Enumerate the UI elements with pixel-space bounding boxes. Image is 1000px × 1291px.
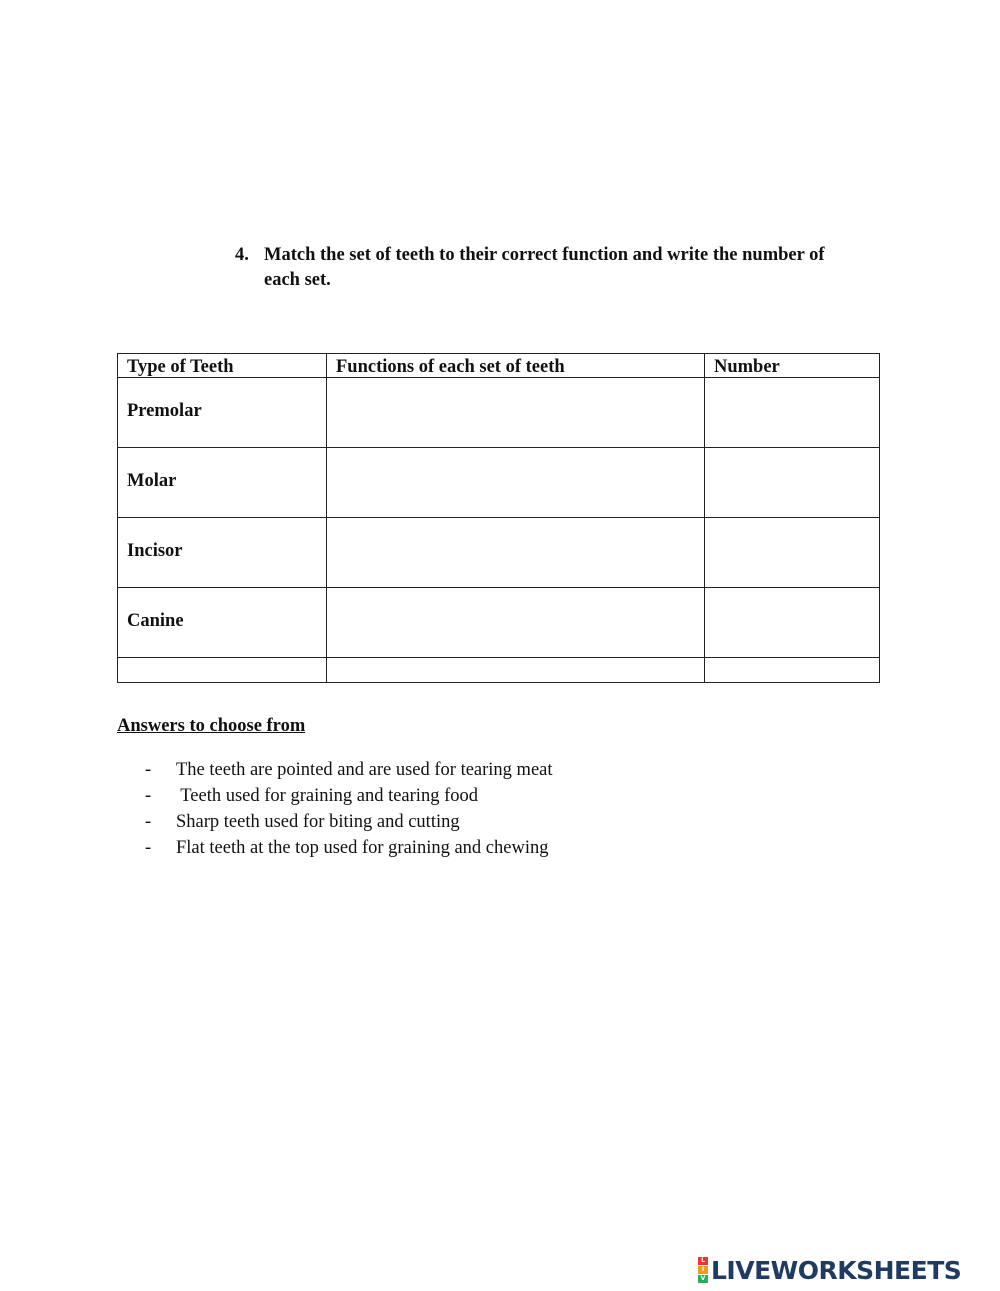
answer-text: The teeth are pointed and are used for tearing meat bbox=[176, 760, 553, 780]
table-row bbox=[118, 588, 880, 658]
cell-number[interactable] bbox=[705, 448, 880, 518]
list-item bbox=[145, 836, 553, 862]
answers-list bbox=[145, 758, 553, 862]
logo-text: LIVEWORKSHEETS bbox=[711, 1255, 962, 1285]
table-header-row bbox=[118, 354, 880, 378]
liveworksheets-logo bbox=[698, 1255, 961, 1285]
bullet-dash: - bbox=[145, 760, 152, 780]
cell-function[interactable] bbox=[327, 588, 705, 658]
cell-type: Molar bbox=[118, 448, 327, 518]
answer-text: Flat teeth at the top used for graining and chewing bbox=[176, 838, 549, 858]
header-functions: Functions of each set of teeth bbox=[327, 354, 705, 378]
bullet-dash: - bbox=[145, 838, 152, 858]
answer-text: Sharp teeth used for biting and cutting bbox=[176, 812, 460, 832]
list-item bbox=[145, 758, 553, 784]
question-number: 4. bbox=[235, 245, 249, 265]
answers-title: Answers to choose from bbox=[117, 716, 306, 736]
list-item bbox=[145, 810, 553, 836]
bullet-dash: - bbox=[145, 786, 152, 806]
header-type-of-teeth: Type of Teeth bbox=[118, 354, 327, 378]
cell-type bbox=[118, 658, 327, 683]
table-row bbox=[118, 448, 880, 518]
logo-blocks-icon bbox=[698, 1257, 708, 1283]
cell-number[interactable] bbox=[705, 378, 880, 448]
header-number: Number bbox=[705, 354, 880, 378]
logo-block-v: V bbox=[698, 1275, 708, 1283]
cell-function[interactable] bbox=[327, 448, 705, 518]
teeth-table bbox=[117, 353, 880, 683]
cell-function[interactable] bbox=[327, 518, 705, 588]
table-row bbox=[118, 518, 880, 588]
question-text: Match the set of teeth to their correct function and write the number of each set. bbox=[264, 245, 825, 290]
cell-function bbox=[327, 658, 705, 683]
answer-text: Teeth used for graining and tearing food bbox=[176, 786, 478, 806]
logo-block-i: I bbox=[698, 1266, 708, 1274]
bullet-dash: - bbox=[145, 812, 152, 832]
list-item bbox=[145, 784, 553, 810]
table-row bbox=[118, 378, 880, 448]
cell-number bbox=[705, 658, 880, 683]
cell-number[interactable] bbox=[705, 588, 880, 658]
cell-type: Canine bbox=[118, 588, 327, 658]
cell-function[interactable] bbox=[327, 378, 705, 448]
table-row-empty bbox=[118, 658, 880, 683]
cell-type: Premolar bbox=[118, 378, 327, 448]
cell-type: Incisor bbox=[118, 518, 327, 588]
logo-block-l: L bbox=[698, 1257, 708, 1265]
question bbox=[235, 243, 865, 293]
cell-number[interactable] bbox=[705, 518, 880, 588]
